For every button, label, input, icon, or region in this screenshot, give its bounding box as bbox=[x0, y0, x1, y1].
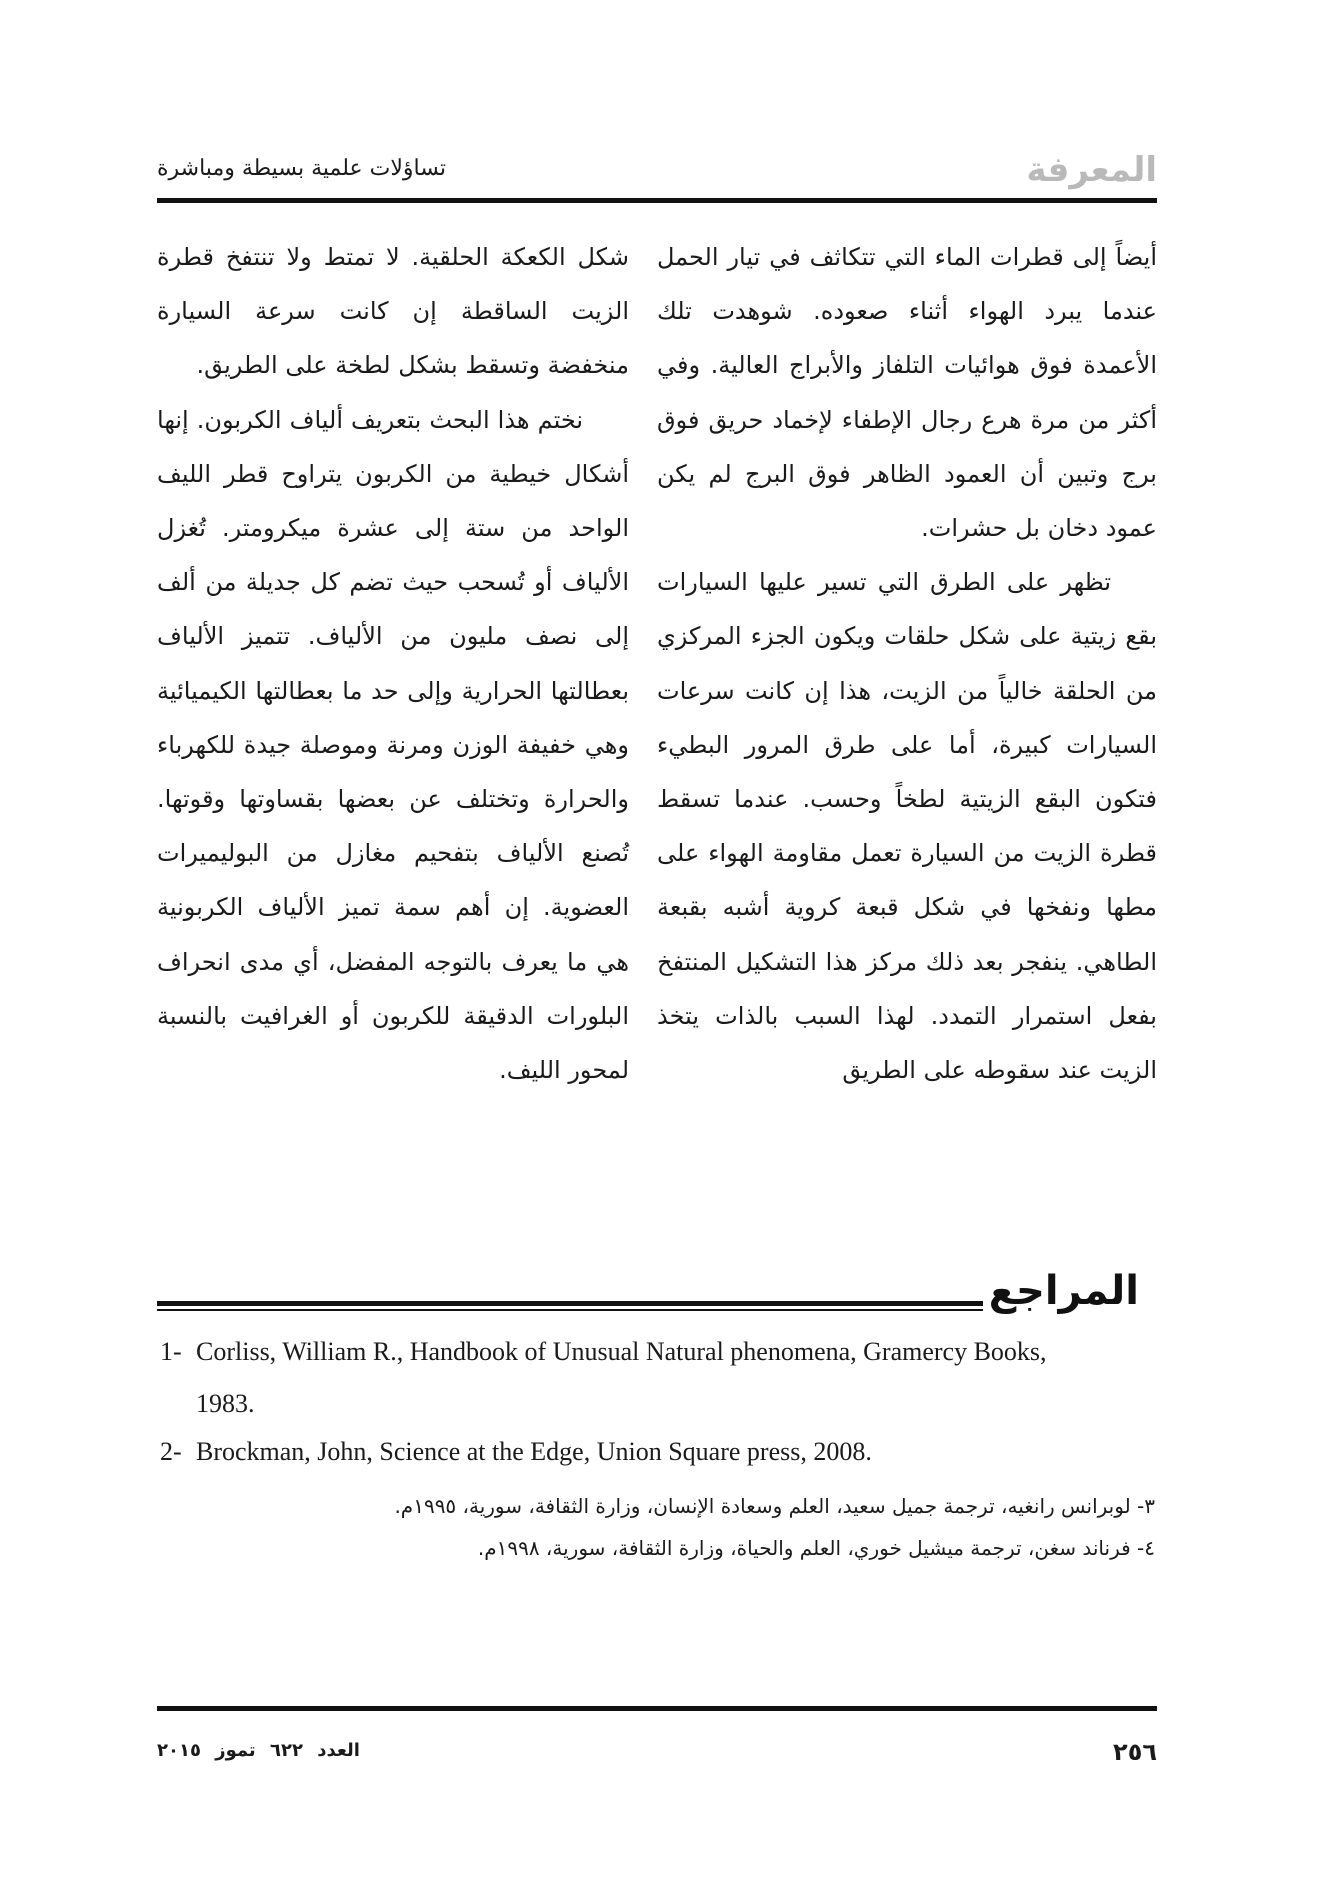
article-column-left bbox=[157, 230, 629, 1097]
reference-item: ٣- لوبرانس رانغيه، ترجمة جميل سعيد، العلم وسعادة الإنسان، وزارة الثقافة، سورية، ١٩٩٥م. bbox=[394, 1494, 1155, 1518]
article-column-right bbox=[657, 230, 1157, 1097]
reference-text-continued: 1983. bbox=[196, 1389, 255, 1418]
page-number: ٢٥٦ bbox=[1113, 1738, 1157, 1766]
paragraph: نختم هذا البحث بتعريف ألياف الكربون. إنها أشكال خيطية من الكربون يتراوح قطر الليف الواحد من ستة إلى عشرة ميكرومتر. تُغزل الألياف أو تُسحب حيث تضم كل جديلة من ألف إلى نصف مليون من الألياف. تتميز الألياف بعطالتها الحرارية وإلى حد ما بعطالتها الكيميائية وهي خفيفة الوزن ومرنة وموصلة جيدة للكهرباء والحرارة وتختلف عن بعضها بقساوتها وقوتها. تُصنع الألياف بتفحيم مغازل من البوليميرات العضوية. إن أهم سمة تميز الألياف الكربونية هي ما يعرف بالتوجه المفضل، أي مدى انحراف البلورات الدقيقة للكربون أو الغرافيت بالنسبة لمحور الليف. bbox=[157, 405, 629, 1085]
reference-item: ٤- فرناند سغن، ترجمة ميشيل خوري، العلم والحياة، وزارة الثقافة، سورية، ١٩٩٨م. bbox=[477, 1536, 1155, 1560]
paragraph: شكل الكعكة الحلقية. لا تمتط ولا تنتفخ قطرة الزيت الساقطة إن كانت سرعة السيارة منخفضة وتسقط بشكل لطخة على الطريق. bbox=[157, 243, 629, 380]
references-heading: المراجع bbox=[988, 1268, 1139, 1314]
header-divider bbox=[157, 198, 1157, 203]
reference-item bbox=[160, 1326, 1160, 1430]
footer-divider bbox=[157, 1706, 1157, 1711]
paragraph: أيضاً إلى قطرات الماء التي تتكاثف في تيار الحمل عندما يبرد الهواء أثناء صعوده. شوهدت تلك الأعمدة فوق هوائيات التلفاز والأبراج العالية. وفي أكثر من مرة هرع رجال الإطفاء لإخماد حريق فوق برج وتبين أن العمود الظاهر فوق البرج لم يكن عمود دخان بل حشرات. bbox=[657, 243, 1157, 543]
reference-text: Brockman, John, Science at the Edge, Union Square press, 2008. bbox=[196, 1437, 872, 1466]
magazine-logo: المعرفة bbox=[1026, 150, 1157, 190]
reference-number: 1- bbox=[160, 1337, 182, 1366]
page-header bbox=[157, 150, 1157, 190]
reference-text: Corliss, William R., Handbook of Unusual Natural phenomena, Gramercy Books, bbox=[196, 1337, 1047, 1366]
running-title: تساؤلات علمية بسيطة ومباشرة bbox=[157, 156, 446, 181]
references-divider bbox=[157, 1301, 983, 1311]
reference-number: 2- bbox=[160, 1437, 182, 1466]
issue-info: العدد ٦٢٢ تموز ٢٠١٥ bbox=[157, 1740, 360, 1761]
reference-item bbox=[160, 1426, 1160, 1478]
paragraph: تظهر على الطرق التي تسير عليها السيارات بقع زيتية على شكل حلقات ويكون الجزء المركزي من الحلقة خالياً من الزيت، هذا إن كانت سرعات السيارات كبيرة، أما على طرق المرور البطيء فتكون البقع الزيتية لطخاً وحسب. عندما تسقط قطرة الزيت من السيارة تعمل مقاومة الهواء على مطها ونفخها في شكل قبعة كروية أشبه بقبعة الطاهي. ينفجر بعد ذلك مركز هذا التشكيل المنتفخ بفعل استمرار التمدد. لهذا السبب بالذات يتخذ الزيت عند سقوطه على الطريق bbox=[657, 568, 1157, 1085]
